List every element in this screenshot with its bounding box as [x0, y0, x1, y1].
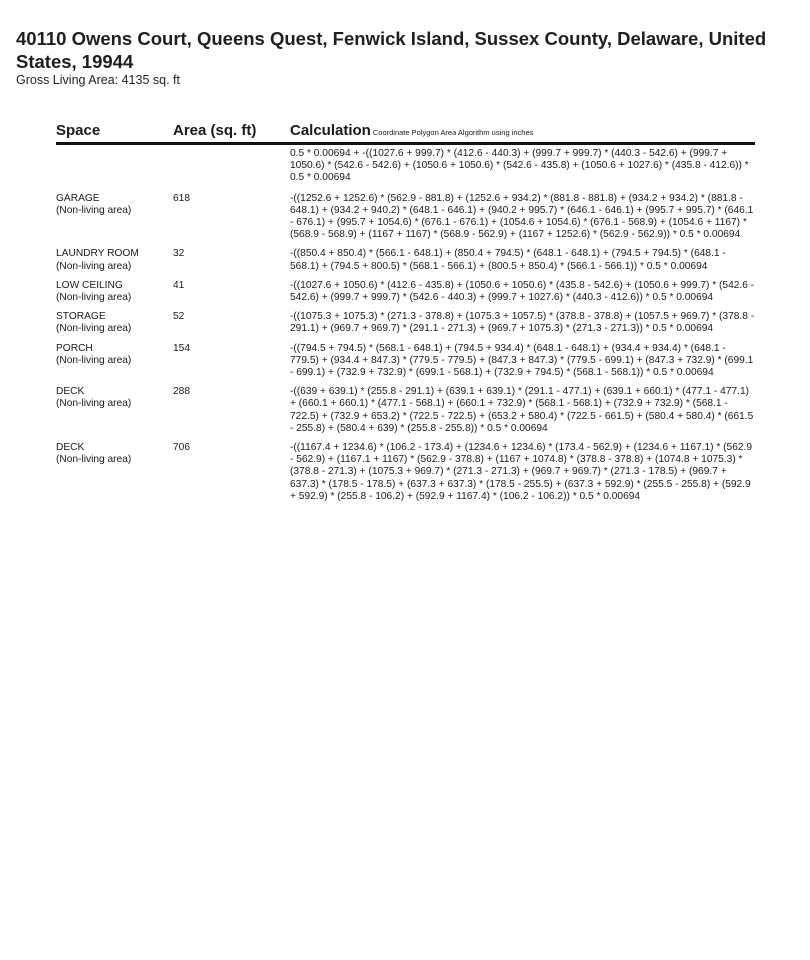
space-type: (Non-living area): [56, 323, 132, 335]
table-row: [56, 442, 755, 503]
space-type: (Non-living area): [56, 292, 132, 304]
space-cell: [56, 280, 173, 304]
space-name: DECK: [56, 386, 85, 398]
table-row: [56, 386, 755, 435]
space-name: PORCH: [56, 342, 93, 354]
area-value: 52: [173, 311, 185, 323]
space-cell: [56, 386, 173, 435]
column-header-space: Space: [56, 122, 101, 139]
calculation-formula: -((639 + 639.1) * (255.8 - 291.1) + (639.1 + 639.1) * (291.1 - 477.1) + (639.1 + 660.1) * (477.1 - 477.1) + (660.1 + 660.1) * (477.1 - 568.1) + (660.1 + 732.9) * (568.1 - 568.1) + (732.9 + 732.9) * (568.1 - 722.5) + (732.9 + 653.2) * (722.5 - 722.5) + (653.2 + 580.4) * (722.5 - 661.5) + (580.4 + 580.4) * (661.5 - 255.8) + (580.4 + 639) * (255.8 - 255.8)) * 0.5 * 0.00694: [290, 386, 754, 434]
calculation-formula: -((850.4 + 850.4) * (566.1 - 648.1) + (850.4 + 794.5) * (648.1 - 648.1) + (794.5 + 794.5) * (648.1 - 568.1) + (794.5 + 800.5) * (568.1 - 566.1) + (800.5 + 850.4) * (566.1 - 566.1)) * 0.5 * 0.00694: [290, 248, 726, 272]
space-name: GARAGE: [56, 192, 100, 204]
space-cell: [56, 193, 173, 242]
space-type: (Non-living area): [56, 398, 132, 410]
area-value: 706: [173, 442, 190, 454]
table-row: [56, 280, 755, 304]
calculation-formula: -((1167.4 + 1234.6) * (106.2 - 173.4) + (1234.6 + 1234.6) * (173.4 - 562.9) + (1234.6 + 1167.1) * (562.9 - 562.9) + (1167.1 + 1167) * (562.9 - 378.8) + (1167 + 1074.8) * (378.8 - 378.8) + (1074.8 + 1075.3) * (378.8 - 271.3) + (1075.3 + 969.7) * (271.3 - 271.3) + (969.7 + 969.7) * (271.3 - 178.5) + (969.7 + 637.3) * (178.5 - 178.5) + (637.3 + 637.3) * (178.5 - 255.5) + (637.3 + 592.9) * (255.5 - 255.8) + (592.9 + 592.9) * (255.8 - 106.2) + (592.9 + 1167.4) * (106.2 - 106.2)) * 0.5 * 0.00694: [290, 442, 753, 502]
table-row: [56, 193, 755, 242]
calculation-formula: -((1252.6 + 1252.6) * (562.9 - 881.8) + (1252.6 + 934.2) * (881.8 - 881.8) + (934.2 + 934.2) * (881.8 - 648.1) + (934.2 + 940.2) * (648.1 - 646.1) + (940.2 + 995.7) * (646.1 - 646.1) + (995.7 + 995.7) * (646.1 - 676.1) + (995.7 + 1054.6) * (676.1 - 676.1) + (1054.6 + 1054.6) * (676.1 - 568.9) + (1054.6 + 1167) * (568.9 - 568.9) + (1167 + 1167) * (568.9 - 562.9) + (1167 + 1252.6) * (562.9 - 562.9)) * 0.5 * 0.00694: [290, 192, 754, 241]
calculation-formula: -((794.5 + 794.5) * (568.1 - 648.1) + (794.5 + 934.4) * (648.1 - 648.1) + (934.4 + 934.4) * (648.1 - 779.5) + (934.4 + 847.3) * (779.5 - 779.5) + (847.3 + 847.3) * (779.5 - 699.1) + (847.3 + 732.9) * (699.1 - 699.1) + (732.9 + 732.9) * (699.1 - 568.1) + (732.9 + 794.5) * (568.1 - 568.1)) * 0.5 * 0.00694: [290, 342, 754, 379]
report-header: [16, 27, 776, 88]
space-type: (Non-living area): [56, 260, 132, 272]
space-name: LOW CEILING: [56, 279, 123, 291]
gross-living-area: Gross Living Area: 4135 sq. ft: [16, 73, 180, 87]
space-cell: [56, 311, 173, 335]
calculation-formula: -((1027.6 + 1050.6) * (412.6 - 435.8) + (1050.6 + 1050.6) * (435.8 - 542.6) + (1050.6 + 999.7) * (542.6 - 542.6) + (999.7 + 999.7) * (542.6 - 440.3) + (999.7 + 1027.6) * (440.3 - 412.6)) * 0.5 * 0.00694: [290, 279, 755, 304]
space-cell: [56, 148, 173, 185]
space-cell: [56, 343, 173, 380]
area-value: 154: [173, 342, 190, 354]
space-name: DECK: [56, 442, 85, 454]
property-address: 40110 Owens Court, Queens Quest, Fenwick Island, Sussex County, Delaware, United States, 19944: [16, 28, 767, 72]
space-type: (Non-living area): [56, 354, 132, 366]
column-header-calculation: [290, 122, 533, 139]
area-value: 41: [173, 279, 185, 291]
area-calculation-table: [56, 118, 755, 510]
table-row: [56, 248, 755, 272]
table-header: [56, 118, 755, 145]
space-cell: [56, 248, 173, 272]
space-name: LAUNDRY ROOM: [56, 248, 139, 260]
calculation-formula: -((1075.3 + 1075.3) * (271.3 - 378.8) + (1075.3 + 1057.5) * (378.8 - 378.8) + (1057.5 + 969.7) * (378.8 - 291.1) + (969.7 + 969.7) * (291.1 - 271.3) + (969.7 + 1075.3) * (271.3 - 271.3)) * 0.5 * 0.00694: [290, 311, 755, 335]
column-header-area: Area (sq. ft): [173, 122, 257, 139]
area-value: 288: [173, 386, 190, 398]
calculation-formula: 0.5 * 0.00694 + -((1027.6 + 999.7) * (412.6 - 440.3) + (999.7 + 999.7) * (440.3 - 542.6) + (999.7 + 1050.6) * (542.6 - 542.6) + (1050.6 + 1050.6) * (542.6 - 435.8) + (1050.6 + 1027.6) * (435.8 - 412.6)) * 0.5 * 0.00694: [290, 148, 749, 184]
area-value: 618: [173, 192, 190, 204]
calculation-method-note: Coordinate Polygon Area Algorithm using inches: [372, 128, 534, 137]
space-type: (Non-living area): [56, 204, 132, 216]
table-row: [56, 145, 755, 185]
area-value: 32: [173, 248, 185, 260]
space-type: (Non-living area): [56, 454, 132, 466]
space-name: STORAGE: [56, 311, 106, 323]
space-cell: [56, 442, 173, 503]
area-value: [173, 148, 290, 185]
calculation-header-label: Calculation: [290, 122, 371, 139]
table-row: [56, 343, 755, 380]
table-row: [56, 311, 755, 335]
